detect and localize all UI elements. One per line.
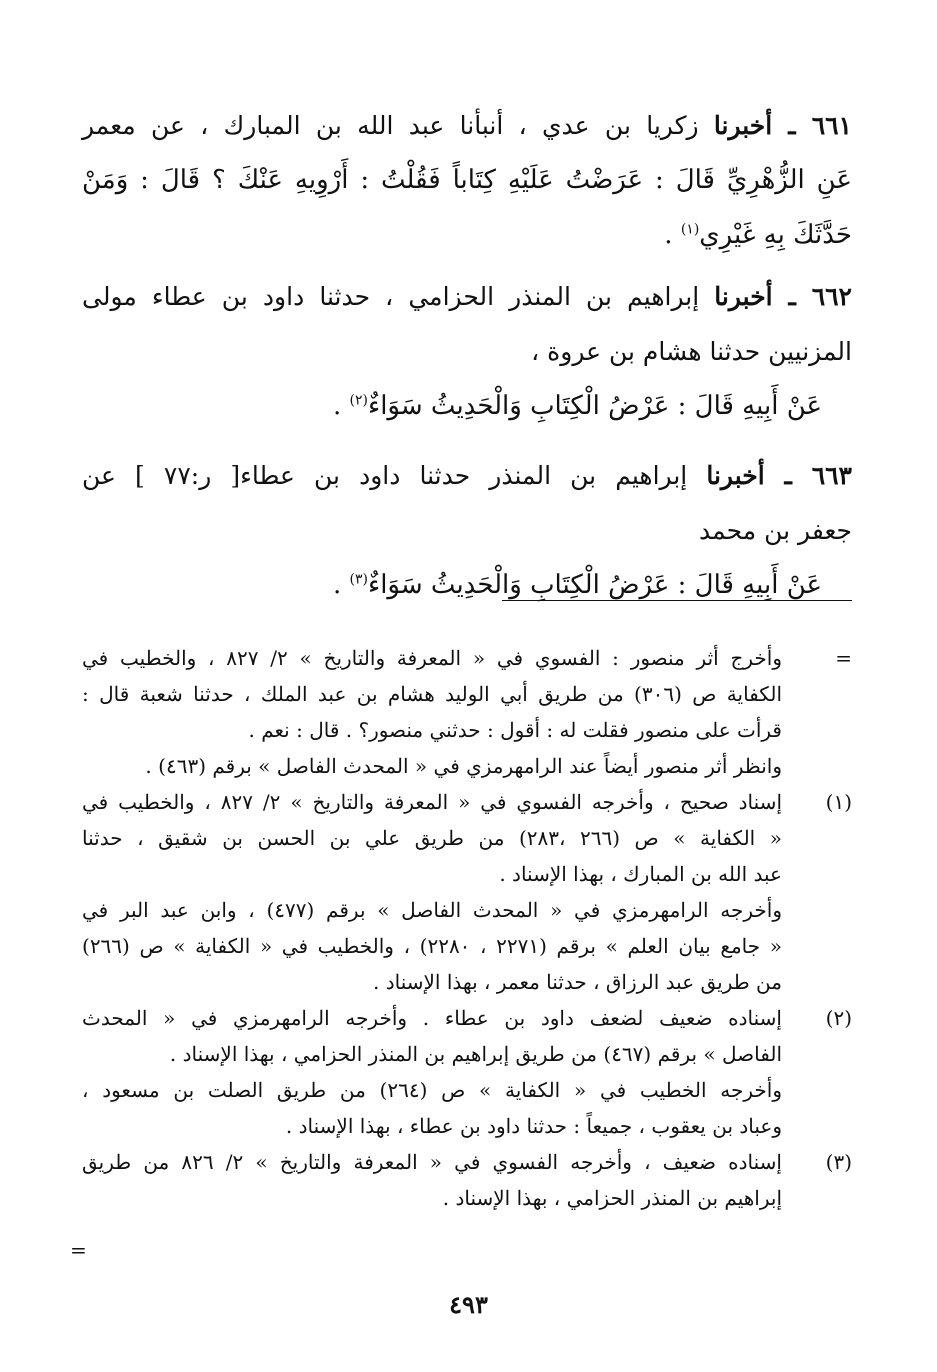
hadith-end: . (332, 391, 350, 421)
main-text (82, 98, 852, 613)
hadith-663-line-1 (82, 448, 852, 503)
hadith-keyword: أخبرنا (706, 461, 765, 490)
footnotes (82, 640, 852, 1216)
footnote-line: وانظر أثر منصور أيضاً عند الرامهرمزي في « المحدث الفاصل » برقم (٤٦٣) . (145, 754, 782, 778)
footnote-ref[interactable]: (١) (680, 221, 700, 238)
footnote-line: عبد الله بن المبارك ، بهذا الإسناد . (499, 862, 782, 886)
hadith-number: ٦٦٢ ـ (772, 282, 852, 311)
footnote-line: قرأت على منصور فقلت له : أقول : حدثني منصور؟ . قال : نعم . (248, 718, 782, 742)
footnote-line: إسناده ضعيف لضعف داود بن عطاء . وأخرجه الرامهرمزي في « المحدث (82, 1006, 782, 1030)
footnote-mark: (٣) (825, 1150, 852, 1174)
footnote-line: من طريق عبد الرزاق ، حدثنا معمر ، بهذا الإسناد . (373, 970, 782, 994)
page-number: ٤٩٣ (449, 1290, 488, 1319)
footnote-line: وأخرجه الرامهرمزي في « المحدث الفاصل » برقم (٤٧٧) ، وابن عبد البر في (82, 898, 782, 922)
hadith-662-line-1 (82, 269, 852, 324)
hadith-number: ٦٦٣ ـ (764, 461, 852, 490)
footnote-mark: (١) (825, 790, 852, 814)
hadith-end: . (332, 570, 350, 600)
hadith-662-line-2 (82, 324, 852, 379)
hadith-661-line-3 (82, 208, 852, 263)
hadith-matn: حَدَّثَكَ بِهِ غَيْرِي (699, 220, 852, 250)
hadith-number: ٦٦١ ـ (772, 111, 852, 140)
footnote-3 (82, 1144, 852, 1216)
hadith-isnad: زكريا بن عدي ، أنبأنا عبد الله بن المبارك ، عن معمر (82, 111, 714, 140)
hadith-isnad: إبراهيم بن المنذر الحزامي ، حدثنا داود بن عطاء مولى (82, 282, 715, 311)
hadith-663-line-3 (82, 558, 852, 613)
hadith-matn: عَنِ الزُّهْرِيِّ قَالَ : عَرَضْتُ عَلَيْهِ كِتَاباً فَقُلْتُ : أَرْوِيهِ عَنْكَ ؟ قَالَ : وَمَنْ (82, 165, 852, 195)
footnote-line: وأخرجه الخطيب في « الكفاية » ص (٢٦٤) من طريق الصلت بن مسعود ، (82, 1078, 782, 1102)
hadith-isnad: المزنيين حدثنا هشام بن عروة ، (531, 337, 852, 366)
footnote-line: « جامع بيان العلم » برقم (٢٢٧١ ، ٢٢٨٠) ، والخطيب في « الكفاية » ص (٢٦٦) (82, 934, 782, 958)
footnote-line: الفاصل » برقم (٤٦٧) من طريق إبراهيم بن المنذر الحزامي ، بهذا الإسناد . (169, 1042, 782, 1066)
hadith-isnad: إبراهيم بن المنذر حدثنا داود بن عطاء[ ر:٧٧ ] عن (82, 461, 707, 490)
hadith-keyword: أخبرنا (713, 111, 773, 140)
footnote-separator (502, 600, 852, 601)
footnote-2 (82, 1000, 852, 1144)
hadith-keyword: أخبرنا (714, 282, 773, 311)
footnote-line: إسناد صحيح ، وأخرجه الفسوي في « المعرفة والتاريخ » ٢/ ٨٢٧ ، والخطيب في (82, 790, 782, 814)
hadith-662-line-3 (82, 379, 852, 434)
footnote-line: إبراهيم بن المنذر الحزامي ، بهذا الإسناد . (442, 1186, 782, 1210)
footnote-continuation (82, 640, 852, 784)
footnote-line: الكفاية ص (٣٠٦) من طريق أبي الوليد هشام بن عبد الملك ، حدثنا شعبة قال : (82, 682, 782, 706)
hadith-isnad: جعفر بن محمد (699, 516, 852, 545)
hadith-661-line-2 (82, 153, 852, 208)
hadith-663-line-2 (82, 503, 852, 558)
footnote-1 (82, 784, 852, 1000)
continuation-mark: = (70, 1238, 87, 1262)
footnote-ref[interactable]: (٢) (349, 392, 368, 409)
footnote-ref[interactable]: (٣) (349, 571, 368, 588)
footnote-line: « الكفاية » ص (٢٦٦ ،٢٨٣) من طريق علي بن الحسن بن شقيق ، حدثنا (82, 826, 782, 850)
footnote-mark: = (835, 646, 852, 670)
footnote-mark: (٢) (825, 1006, 852, 1030)
hadith-661-line-1 (82, 98, 852, 153)
hadith-end: . (664, 220, 681, 250)
footnote-line: إسناده ضعيف ، وأخرجه الفسوي في « المعرفة والتاريخ » ٢/ ٨٢٦ من طريق (82, 1150, 782, 1174)
hadith-matn: عَنْ أَبِيهِ قَالَ : عَرْضُ الْكِتَابِ وَالْحَدِيثُ سَوَاءٌ (367, 570, 822, 600)
footnote-line: وعباد بن يعقوب ، جميعاً : حدثنا داود بن عطاء ، بهذا الإسناد . (285, 1114, 782, 1138)
hadith-matn: عَنْ أَبِيهِ قَالَ : عَرْضُ الْكِتَابِ وَالْحَدِيثُ سَوَاءٌ (367, 391, 822, 421)
footnote-line: وأخرج أثر منصور : الفسوي في « المعرفة والتاريخ » ٢/ ٨٢٧ ، والخطيب في (82, 646, 782, 670)
